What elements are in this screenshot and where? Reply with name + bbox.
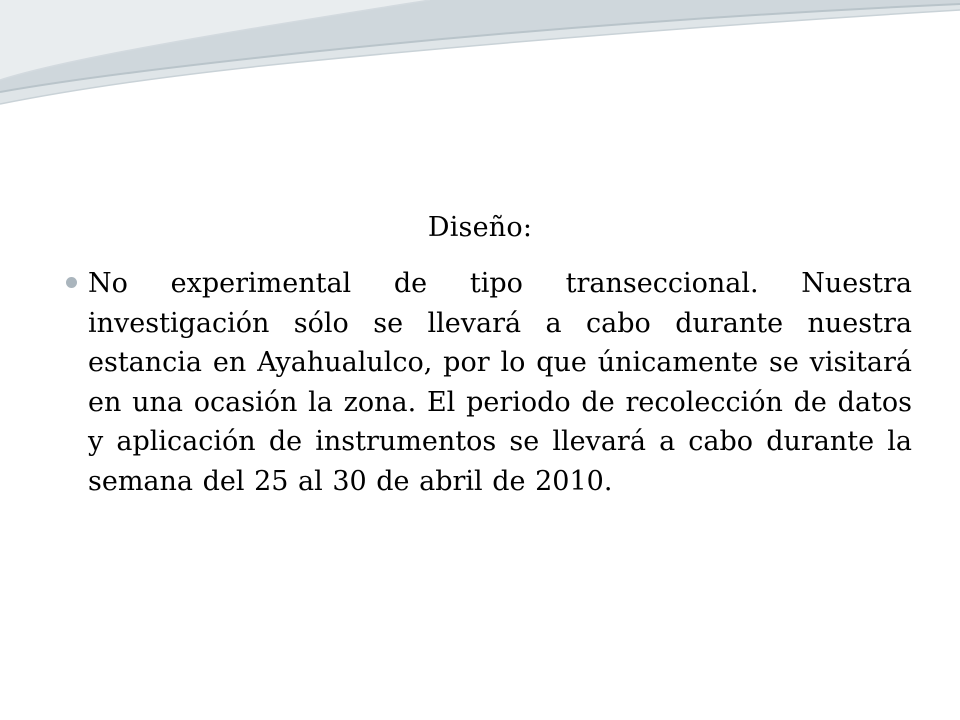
- bullet-dot-icon: [66, 277, 77, 288]
- slide-heading: Diseño:: [427, 212, 533, 243]
- header-swoosh-decoration: [0, 0, 960, 120]
- bullet-text: No experimental de tipo transeccional. Nuestra investigación sólo se llevará a cabo durante nuestra estancia en Ayahualulco, por lo que únicamente se visitará en una ocasión la zona. El periodo de recolección de datos y aplicación de instrumentos se llevará a cabo durante la semana del 25 al 30 de abril de 2010.: [88, 268, 912, 497]
- bullet-list: [56, 264, 912, 501]
- list-item: [56, 264, 912, 501]
